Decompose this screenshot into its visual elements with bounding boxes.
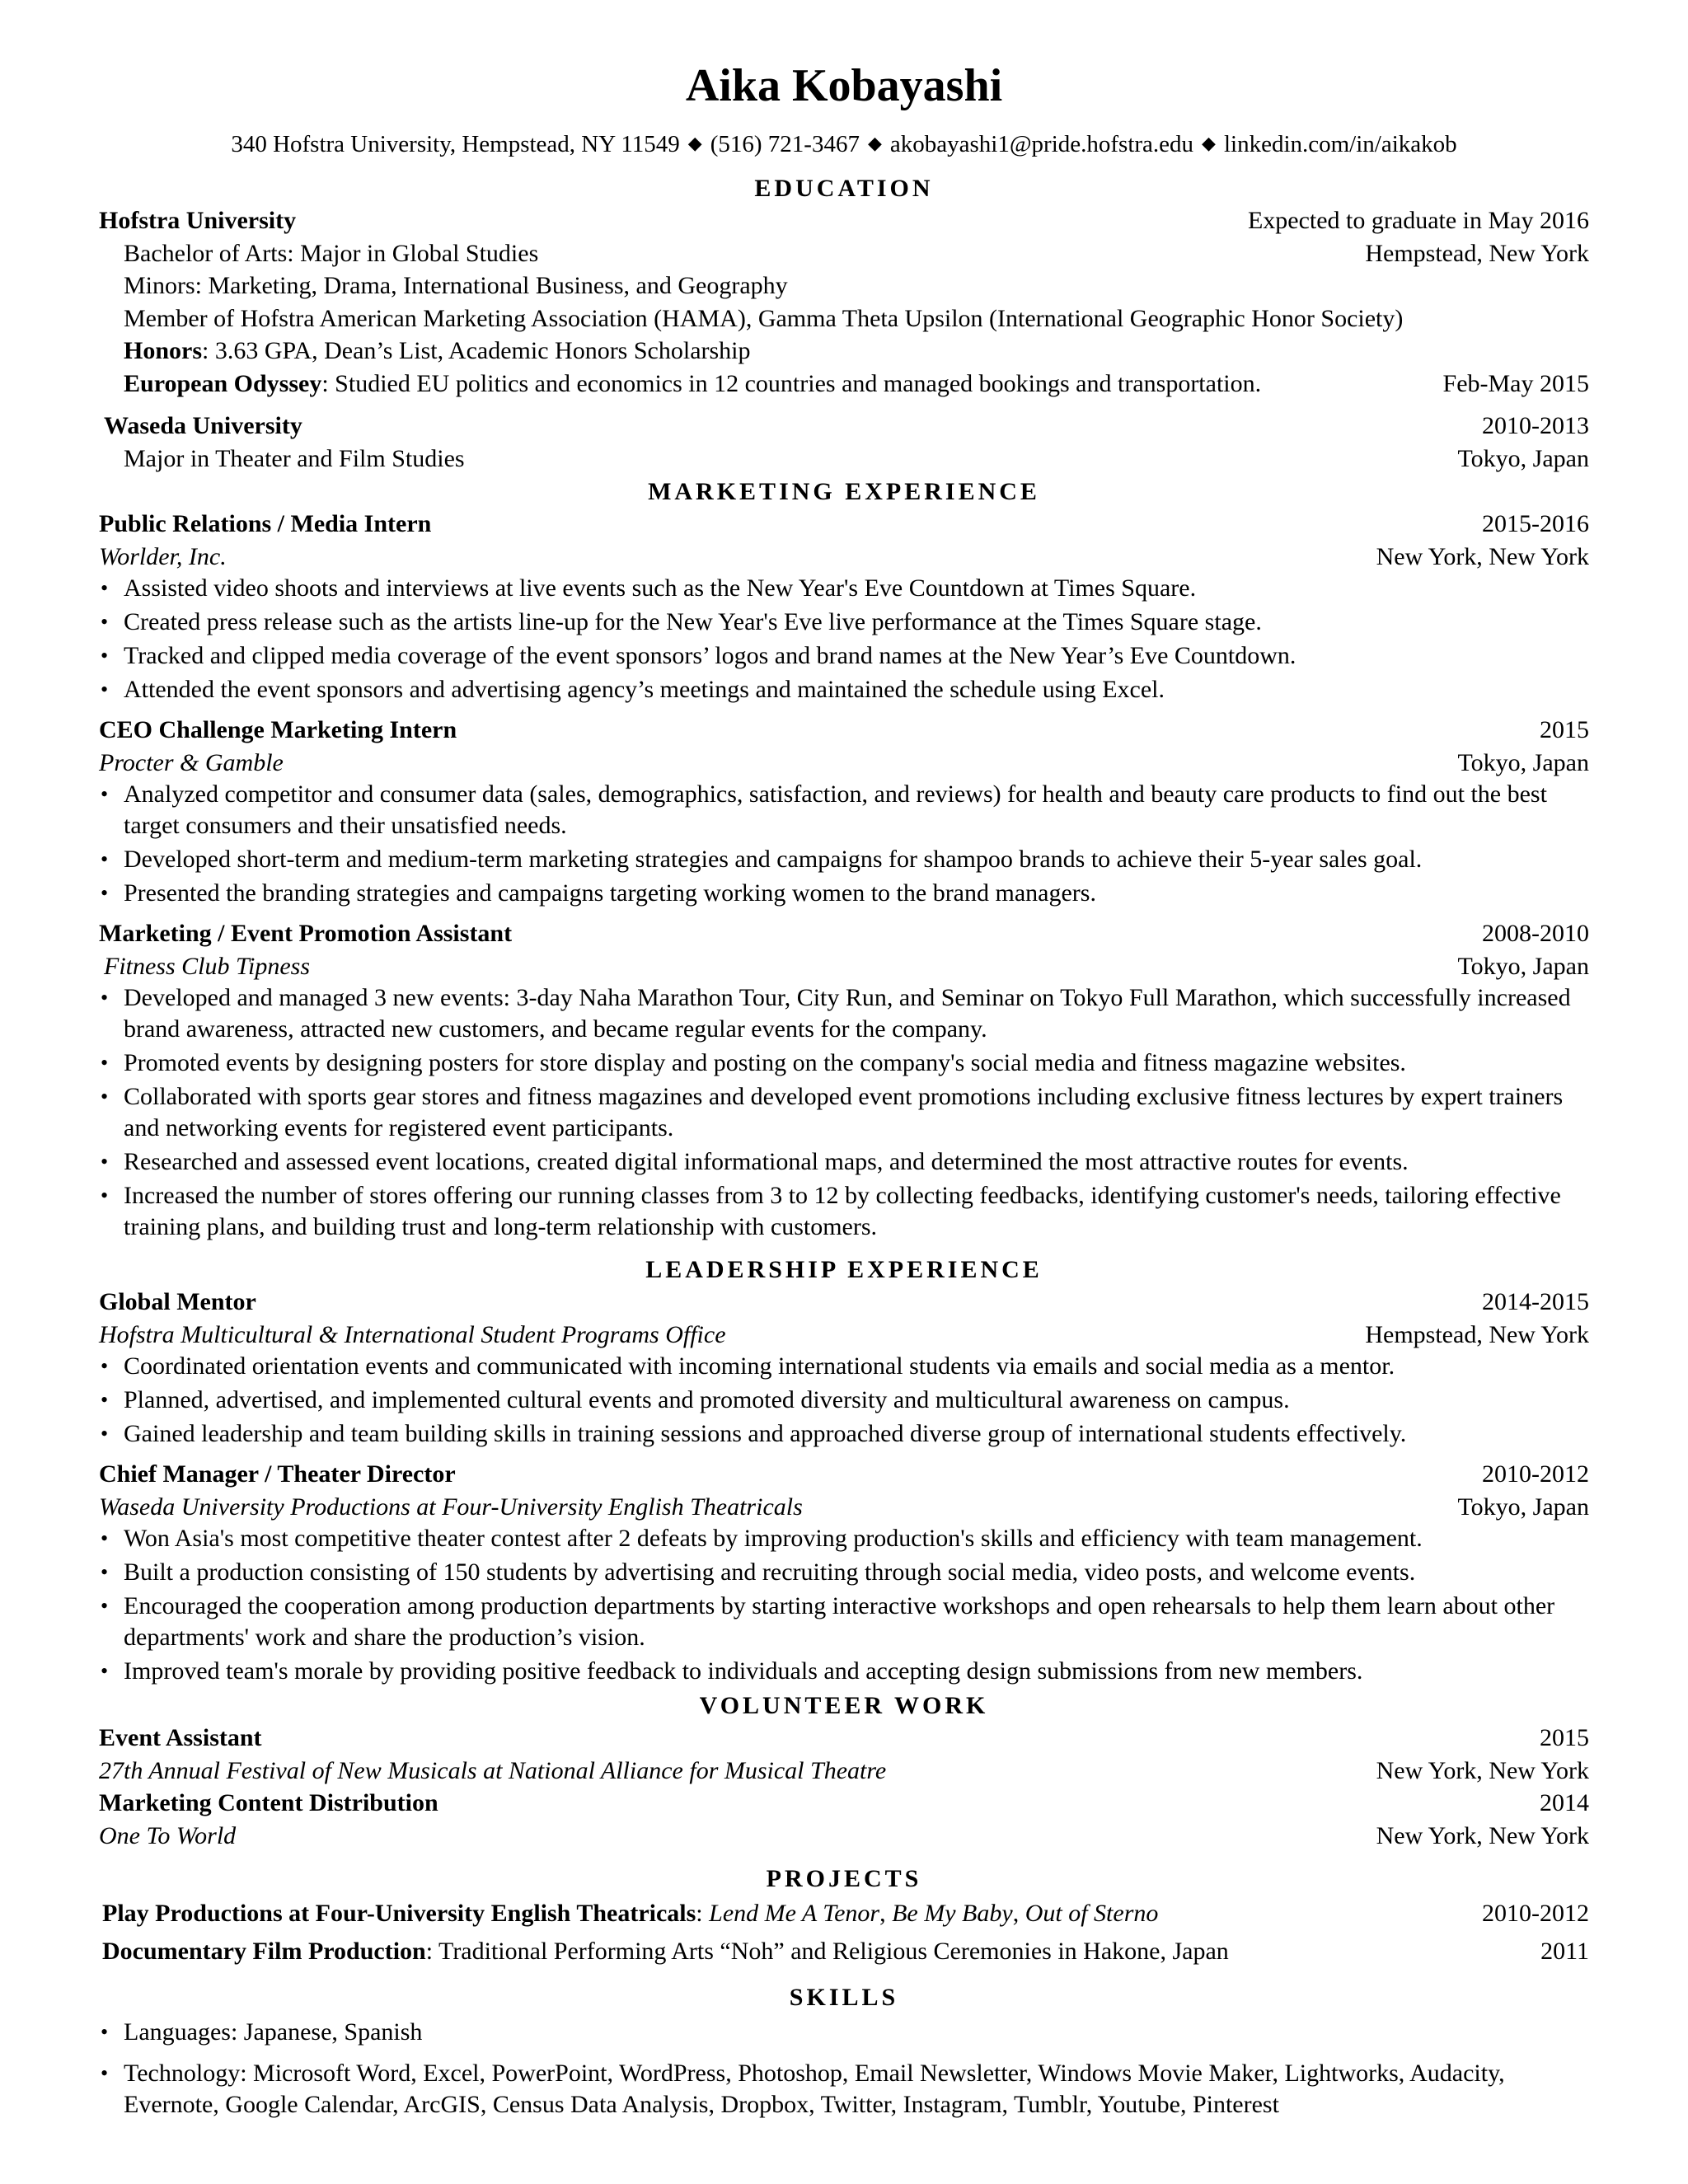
job-entry xyxy=(99,1458,1589,1687)
volunteer-role: Marketing Content Distribution xyxy=(99,1789,438,1816)
date: Feb-May 2015 xyxy=(1442,369,1589,397)
bullet-item: • Won Asia's most competitive theater contest after 2 defeats by improving production's skills and efficiency with team management. xyxy=(99,1523,1589,1554)
job-org: Worlder, Inc. xyxy=(99,542,227,570)
volunteer-entry xyxy=(99,1787,1589,1852)
job-entry xyxy=(99,508,1589,705)
major: Major in Theater and Film Studies xyxy=(124,444,465,472)
play-title: Be My Baby xyxy=(892,1900,1013,1927)
play-title: Out of Sterno xyxy=(1025,1900,1159,1927)
section-title-volunteer: VOLUNTEER WORK xyxy=(699,1692,989,1719)
diamond-separator-icon: ◆ xyxy=(1202,133,1216,153)
location: Tokyo, Japan xyxy=(1457,748,1589,776)
email-link[interactable]: akobayashi1@pride.hofstra.edu xyxy=(889,131,1194,157)
skill-item: • Languages: Japanese, Spanish xyxy=(99,2017,1589,2048)
bullet-item: • Planned, advertised, and implemented cultural events and promoted diversity and multicultural awareness on campus. xyxy=(99,1385,1589,1416)
bullet-item: • Gained leadership and team building skills in training sessions and approached diverse group of international students effectively. xyxy=(99,1418,1589,1450)
section-title-education: EDUCATION xyxy=(754,175,934,202)
bullet-item: • Collaborated with sports gear stores and fitness magazines and developed event promotions including exclusive fitness lectures by expert trainers and networking events for registered event participants. xyxy=(99,1081,1589,1144)
honors-label: Honors xyxy=(124,337,203,364)
date: 2015 xyxy=(1540,1724,1589,1751)
job-role: Global Mentor xyxy=(99,1288,256,1315)
bullet-item: • Coordinated orientation events and communicated with incoming international students via emails and social media as a mentor. xyxy=(99,1351,1589,1382)
bullet-item: • Built a production consisting of 150 students by advertising and recruiting through social media, video posts, and welcome events. xyxy=(99,1557,1589,1588)
location: Tokyo, Japan xyxy=(1457,444,1589,472)
project-entry xyxy=(99,1933,1589,1971)
address: 340 Hofstra University, Hempstead, NY 11549 xyxy=(231,131,680,157)
odyssey-text: : Studied EU politics and economics in 12 countries and managed bookings and transportation. xyxy=(321,369,1262,397)
volunteer-entry xyxy=(99,1722,1589,1787)
job-org: Hofstra Multicultural & International Student Programs Office xyxy=(99,1320,726,1348)
bullet-item: • Encouraged the cooperation among production departments by starting interactive workshops and open rehearsals to help them learn about other departments' work and share the production’s vision. xyxy=(99,1591,1589,1653)
date: 2010-2012 xyxy=(1482,1460,1589,1488)
section-title-marketing: MARKETING EXPERIENCE xyxy=(648,478,1040,505)
punct: , xyxy=(1012,1900,1025,1927)
location: Hempstead, New York xyxy=(1365,239,1589,267)
skill-item: • Technology: Microsoft Word, Excel, PowerPoint, WordPress, Photoshop, Email Newsletter, Windows Movie Maker, Lightworks, Audacity, Evernote, Google Calendar, ArcGIS, Census Data Analysis, Dropbox, Twitter, Instagram, Tumblr, Youtube, Pinterest xyxy=(99,2058,1589,2121)
resume-page xyxy=(99,58,1589,2123)
date: Expected to graduate in May 2016 xyxy=(1247,207,1589,234)
bullet-item: • Attended the event sponsors and advertising agency’s meetings and maintained the schedule using Excel. xyxy=(99,674,1589,705)
honors-text: : 3.63 GPA, Dean’s List, Academic Honors Scholarship xyxy=(202,337,751,364)
job-entry xyxy=(99,917,1589,1243)
bullet-item: • Developed and managed 3 new events: 3-day Naha Marathon Tour, City Run, and Seminar on Tokyo Full Marathon, which successfully increased brand awareness, attracted new customers, and became regular events for the company. xyxy=(99,982,1589,1045)
job-org: Waseda University Productions at Four-University English Theatricals xyxy=(99,1493,803,1521)
play-title: Lend Me A Tenor xyxy=(709,1900,880,1927)
job-role: CEO Challenge Marketing Intern xyxy=(99,716,457,743)
job-org: Fitness Club Tipness xyxy=(104,952,311,980)
bullet-item: • Tracked and clipped media coverage of the event sponsors’ logos and brand names at the New Year’s Eve Countdown. xyxy=(99,640,1589,672)
location: Tokyo, Japan xyxy=(1457,952,1589,980)
date: 2014-2015 xyxy=(1482,1288,1589,1315)
european-odyssey xyxy=(99,368,1589,401)
job-org: Procter & Gamble xyxy=(99,748,284,776)
job-role: Public Relations / Media Intern xyxy=(99,510,432,537)
volunteer-org: 27th Annual Festival of New Musicals at National Alliance for Musical Theatre xyxy=(99,1756,887,1784)
date: 2014 xyxy=(1540,1789,1589,1816)
date: 2011 xyxy=(1540,1938,1589,1965)
job-entry xyxy=(99,714,1589,909)
volunteer-org: One To World xyxy=(99,1821,237,1849)
project-label: Documentary Film Production xyxy=(102,1938,426,1965)
volunteer-role: Event Assistant xyxy=(99,1724,262,1751)
bullet-item: • Presented the branding strategies and campaigns targeting working women to the brand managers. xyxy=(99,878,1589,909)
odyssey-label: European Odyssey xyxy=(124,369,322,397)
section-title-leadership: LEADERSHIP EXPERIENCE xyxy=(645,1256,1043,1283)
date: 2015 xyxy=(1540,716,1589,743)
location: New York, New York xyxy=(1376,1821,1589,1849)
resume-name: Aika Kobayashi xyxy=(685,60,1003,111)
section-title-projects: PROJECTS xyxy=(766,1865,922,1892)
diamond-separator-icon: ◆ xyxy=(867,133,882,153)
memberships: Member of Hofstra American Marketing Association (HAMA), Gamma Theta Upsilon (International Geographic Honor Society) xyxy=(124,304,1404,332)
location: New York, New York xyxy=(1376,1756,1589,1784)
school-name: Hofstra University xyxy=(99,207,297,234)
date: 2015-2016 xyxy=(1482,510,1589,537)
bullet-item: • Created press release such as the artists line-up for the New Year's Eve live performance at the Times Square stage. xyxy=(99,607,1589,638)
contact-line xyxy=(99,129,1589,162)
education-hofstra xyxy=(99,204,1589,400)
phone: (516) 721-3467 xyxy=(710,131,860,157)
punct: : xyxy=(696,1900,710,1927)
project-label: Play Productions at Four-University English Theatricals xyxy=(102,1900,696,1927)
bullet-item: • Researched and assessed event locations, created digital informational maps, and determined the most attractive routes for events. xyxy=(99,1146,1589,1178)
school-name: Waseda University xyxy=(104,412,302,439)
section-title-skills: SKILLS xyxy=(789,1984,899,2011)
bullet-item: • Increased the number of stores offering our running classes from 3 to 12 by collecting feedbacks, identifying customer's needs, tailoring effective training plans, and building trust and long-term relationship with customers. xyxy=(99,1180,1589,1243)
bullet-item: • Assisted video shoots and interviews at live events such as the New Year's Eve Countdown at Times Square. xyxy=(99,573,1589,604)
job-entry xyxy=(99,1286,1589,1450)
location: Tokyo, Japan xyxy=(1457,1493,1589,1521)
bullet-item: • Developed short-term and medium-term marketing strategies and campaigns for shampoo brands to achieve their 5-year sales goal. xyxy=(99,844,1589,875)
location: Hempstead, New York xyxy=(1365,1320,1589,1348)
date: 2008-2010 xyxy=(1482,920,1589,947)
minors: Minors: Marketing, Drama, International Business, and Geography xyxy=(124,272,788,299)
punct: , xyxy=(879,1900,893,1927)
honors xyxy=(99,335,1589,368)
bullet-item: • Analyzed competitor and consumer data (sales, demographics, satisfaction, and reviews) for health and beauty care products to find out the best target consumers and their unsatisfied needs. xyxy=(99,779,1589,841)
education-waseda xyxy=(99,410,1589,475)
date: 2010-2012 xyxy=(1482,1900,1589,1927)
location: New York, New York xyxy=(1376,542,1589,570)
bullet-item: • Promoted events by designing posters for store display and posting on the company's social media and fitness magazine websites. xyxy=(99,1047,1589,1079)
bullet-item: • Improved team's morale by providing positive feedback to individuals and accepting design submissions from new members. xyxy=(99,1656,1589,1687)
project-text: : Traditional Performing Arts “Noh” and Religious Ceremonies in Hakone, Japan xyxy=(425,1938,1229,1965)
date: 2010-2013 xyxy=(1482,412,1589,439)
degree: Bachelor of Arts: Major in Global Studies xyxy=(124,239,539,267)
job-role: Marketing / Event Promotion Assistant xyxy=(99,920,513,947)
linkedin-link[interactable]: linkedin.com/in/aikakob xyxy=(1223,131,1457,157)
job-role: Chief Manager / Theater Director xyxy=(99,1460,456,1488)
project-entry xyxy=(99,1895,1589,1933)
diamond-separator-icon: ◆ xyxy=(687,133,702,153)
skills-list xyxy=(99,2017,1589,2121)
